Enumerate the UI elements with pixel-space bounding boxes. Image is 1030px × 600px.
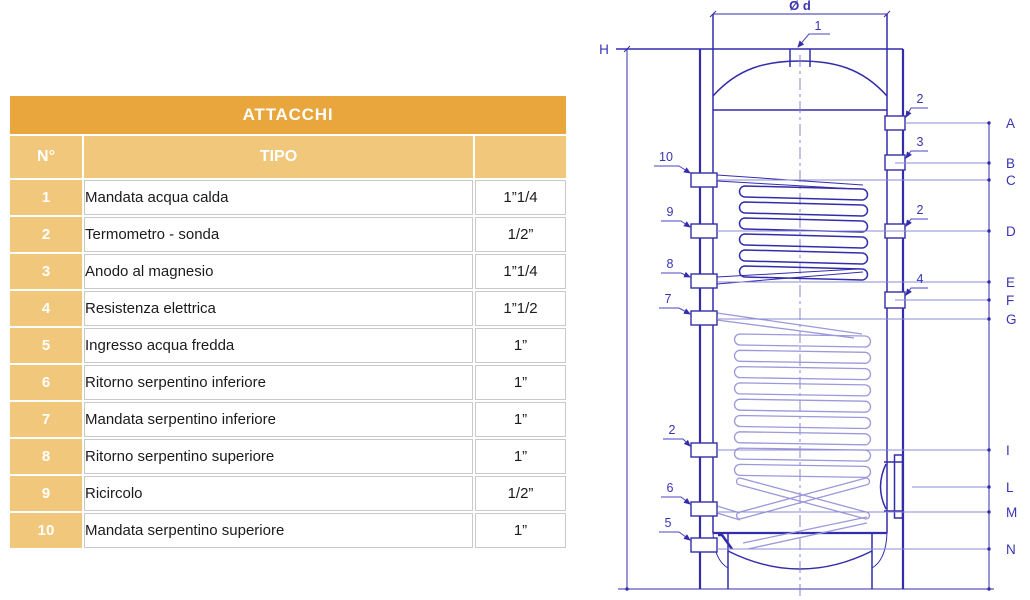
- level-label-l: L: [1006, 480, 1014, 495]
- row-number: 8: [10, 439, 82, 474]
- callout-2-left: 2: [668, 423, 676, 437]
- row-number: 4: [10, 291, 82, 326]
- lower-coil: [717, 313, 871, 549]
- table-row: [10, 254, 566, 289]
- row-number: 10: [10, 513, 82, 548]
- level-label-m: M: [1006, 505, 1018, 520]
- row-number: 7: [10, 402, 82, 437]
- level-label-g: G: [1006, 312, 1017, 327]
- level-label-n: N: [1006, 542, 1016, 557]
- row-tipo: Ingresso acqua fredda: [84, 328, 473, 363]
- level-label-b: B: [1006, 156, 1016, 171]
- row-size: 1”1/4: [475, 254, 566, 289]
- col-header-size: [475, 136, 566, 178]
- height-label: H: [599, 42, 609, 57]
- callout-1: 1: [814, 19, 822, 33]
- row-tipo: Mandata serpentino superiore: [84, 513, 473, 548]
- row-tipo: Mandata serpentino inferiore: [84, 402, 473, 437]
- inspection-flange: [881, 455, 905, 518]
- row-size: 1”: [475, 365, 566, 400]
- callout-10: 10: [659, 150, 673, 164]
- callout-6: 6: [666, 481, 674, 495]
- table-row: [10, 328, 566, 363]
- diameter-label: Ø d: [789, 0, 811, 13]
- level-label-e: E: [1006, 275, 1016, 290]
- callout-2-right-mid: 2: [916, 203, 924, 217]
- callout-8: 8: [666, 257, 674, 271]
- level-labels: [1006, 116, 1017, 557]
- row-size: 1”: [475, 513, 566, 548]
- callout-2-right-top: 2: [916, 92, 924, 106]
- tank-outline: [700, 14, 903, 599]
- level-label-a: A: [1006, 116, 1016, 131]
- row-size: 1”1/2: [475, 291, 566, 326]
- row-tipo: Anodo al magnesio: [84, 254, 473, 289]
- row-size: 1/2”: [475, 217, 566, 252]
- row-size: 1”: [475, 402, 566, 437]
- row-tipo: Ritorno serpentino inferiore: [84, 365, 473, 400]
- col-header-no: N°: [10, 136, 82, 178]
- row-number: 1: [10, 180, 82, 215]
- tank-technical-drawing: [590, 0, 1030, 600]
- level-label-c: C: [1006, 173, 1016, 188]
- row-number: 3: [10, 254, 82, 289]
- table-row: [10, 365, 566, 400]
- table-title-row: [10, 96, 566, 134]
- row-tipo: Ritorno serpentino superiore: [84, 439, 473, 474]
- upper-coil: [717, 175, 868, 284]
- level-label-i: I: [1006, 443, 1010, 458]
- table-title: ATTACCHI: [10, 96, 566, 134]
- col-header-tipo: TIPO: [84, 136, 473, 178]
- level-label-f: F: [1006, 293, 1015, 308]
- dimension-lines: [599, 0, 994, 591]
- row-number: 6: [10, 365, 82, 400]
- row-number: 5: [10, 328, 82, 363]
- row-tipo: Termometro - sonda: [84, 217, 473, 252]
- row-tipo: Ricircolo: [84, 476, 473, 511]
- row-number: 2: [10, 217, 82, 252]
- level-label-d: D: [1006, 224, 1016, 239]
- callout-4: 4: [916, 272, 924, 286]
- row-tipo: Resistenza elettrica: [84, 291, 473, 326]
- table-row: [10, 180, 566, 215]
- row-size: 1”1/4: [475, 180, 566, 215]
- table-row: [10, 513, 566, 548]
- table-row: [10, 291, 566, 326]
- table-row: [10, 439, 566, 474]
- table-row: [10, 402, 566, 437]
- table-row: [10, 476, 566, 511]
- callout-9: 9: [666, 205, 674, 219]
- table-header-row: [10, 136, 566, 178]
- attacchi-table: [8, 94, 568, 550]
- row-number: 9: [10, 476, 82, 511]
- row-size: 1”: [475, 439, 566, 474]
- callout-3: 3: [916, 135, 924, 149]
- table-row: [10, 217, 566, 252]
- callout-7: 7: [664, 292, 672, 306]
- row-size: 1/2”: [475, 476, 566, 511]
- row-tipo: Mandata acqua calda: [84, 180, 473, 215]
- callout-5: 5: [664, 516, 672, 530]
- row-size: 1”: [475, 328, 566, 363]
